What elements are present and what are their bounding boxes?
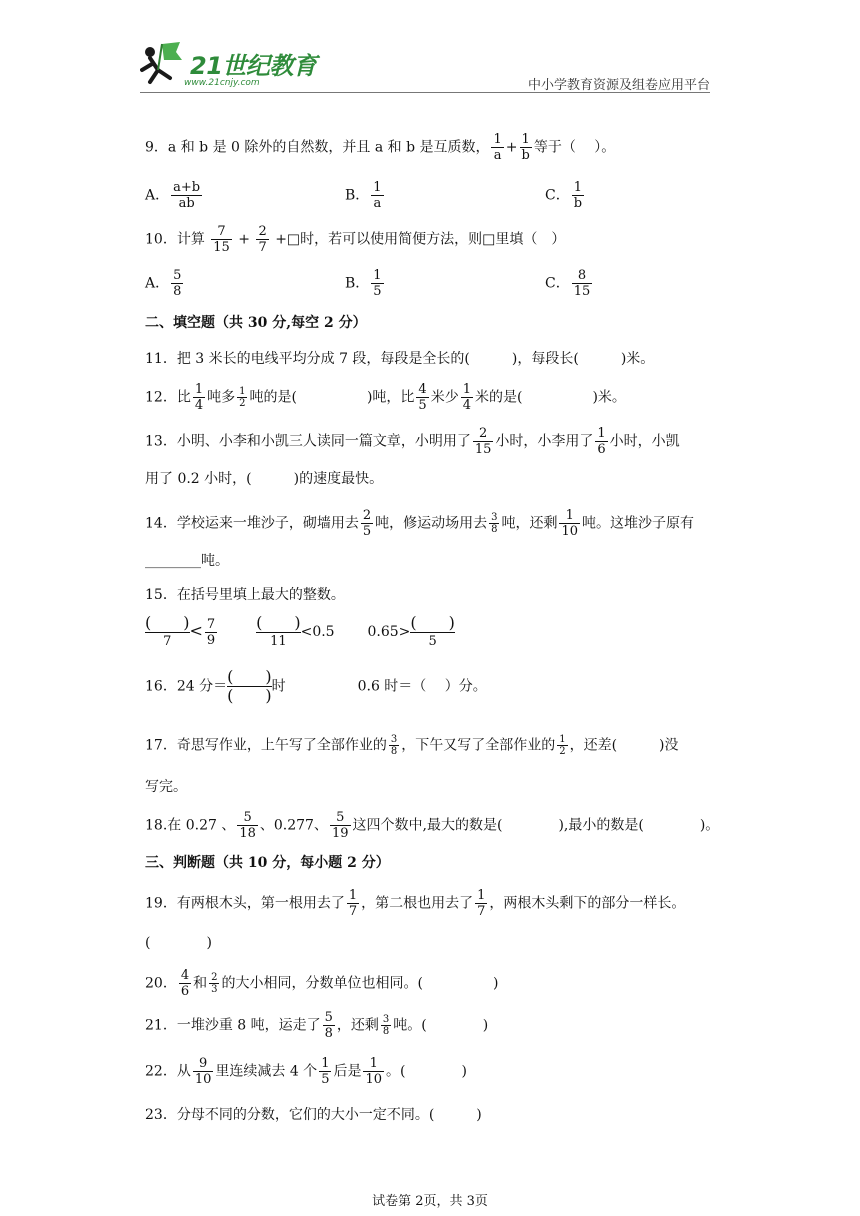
question-13-line2: 用了 0.2 小时，( )的速度最快。 [145,471,384,487]
logo-url: www.21cnjy.com [184,78,260,88]
option-b[interactable]: B． $\frac{1}{a}$ [345,180,382,211]
option-a[interactable]: A． $\frac{a+b}{ab}$ [145,180,201,211]
question-16: 16．24 分＝ ( ) ( ) 时 0.6 时＝（ ）分。 [145,667,487,705]
question-17-line2: 写完。 [145,779,187,795]
question-20: 20． $\frac{4}{6}$ 和 $\frac{2}{3}$ 的大小相同，分数单位也相同。( ) [145,968,499,999]
answer-blank[interactable]: ( ) 5 [410,613,455,649]
question-17: 17．奇思写作业，上午写了全部作业的 $\frac{3}{8}$ ，下午又写了全部作业的 $\frac{1}{2}$ ，还差( )没 [145,734,679,757]
section-3-heading: 三、判断题（共 10 分，每小题 2 分） [145,855,390,871]
question-18: 18.在 0.27 、 $\frac{5}{18}$ 、0.277、 $\frac{5}{19}$ 这四个数中,最大的数是( ),最小的数是( )。 [145,810,720,841]
option-a[interactable]: A． $\frac{5}{8}$ [145,268,182,299]
page-header [0,0,860,100]
question-15: 15．在括号里填上最大的整数。 [145,587,345,603]
logo [140,40,340,95]
page-footer: 试卷第 2页，共 3页 [372,1194,488,1209]
section-2-heading: 二、填空题（共 30 分,每空 2 分） [145,315,367,331]
option-c[interactable]: C． $\frac{1}{b}$ [545,180,583,211]
question-11: 11．把 3 米长的电线平均分成 7 段，每段是全长的( )，每段长( )米。 [145,351,655,367]
answer-blank[interactable]: ( ) 7 [145,613,190,649]
answer-blank[interactable]: ( ) ( ) [227,667,272,705]
question-13: 13．小明、小李和小凯三人读同一篇文章，小明用了 $\frac{2}{15}$ 小时，小李用了 $\frac{1}{6}$ 小时，小凯 [145,426,680,457]
option-c[interactable]: C． $\frac{8}{15}$ [545,268,591,299]
question-19-answer[interactable]: ( ) [145,935,212,951]
logo-text: 21世纪教育 [190,52,317,80]
question-10: 10．计算 $\frac{7}{15}$ + $\frac{2}{7}$ +□时，若可以使用简便方法，则□里填（ ） [145,224,566,255]
question-14-line2: ________吨。 [145,553,229,569]
question-23: 23．分母不同的分数，它们的大小一定不同。( ) [145,1107,482,1123]
question-12: 12．比 $\frac{1}{4}$ 吨多 $\frac{1}{2}$ 吨的是( )吨，比 $\frac{4}{5}$ 米少 $\frac{1}{4}$ 米的是( )米。 [145,382,626,413]
question-14: 14．学校运来一堆沙子，砌墙用去 $\frac{2}{5}$ 吨，修运动场用去 $\frac{3}{8}$ 吨，还剩 $\frac{1}{10}$ 吨。这堆沙子原有 [145,508,695,539]
question-15-items: ( ) 7 < $\frac{7}{9}$ ( ) 11 <0.5 0.65> ( ) 5 [145,613,455,649]
answer-blank[interactable]: ( ) 11 [256,613,301,649]
question-19: 19．有两根木头，第一根用去了 $\frac{1}{7}$ ，第二根也用去了 $\frac{1}{7}$ ，两根木头剩下的部分一样长。 [145,888,686,919]
question-22: 22．从 $\frac{9}{10}$ 里连续减去 4 个 $\frac{1}{5}$ 后是 $\frac{1}{10}$ 。( ) [145,1056,467,1087]
question-9: 9．a 和 b 是 0 除外的自然数，并且 a 和 b 是互质数， $\frac{1}{a}$ + $\frac{1}{b}$ 等于（ ）。 [145,132,616,163]
option-b[interactable]: B． $\frac{1}{5}$ [345,268,382,299]
question-21: 21．一堆沙重 8 吨，运走了 $\frac{5}{8}$ ，还剩 $\frac{3}{8}$ 吨。( ) [145,1010,489,1041]
header-divider [140,92,710,93]
runner-flag-icon [140,40,186,88]
platform-name: 中小学教育资源及组卷应用平台 [527,78,710,93]
